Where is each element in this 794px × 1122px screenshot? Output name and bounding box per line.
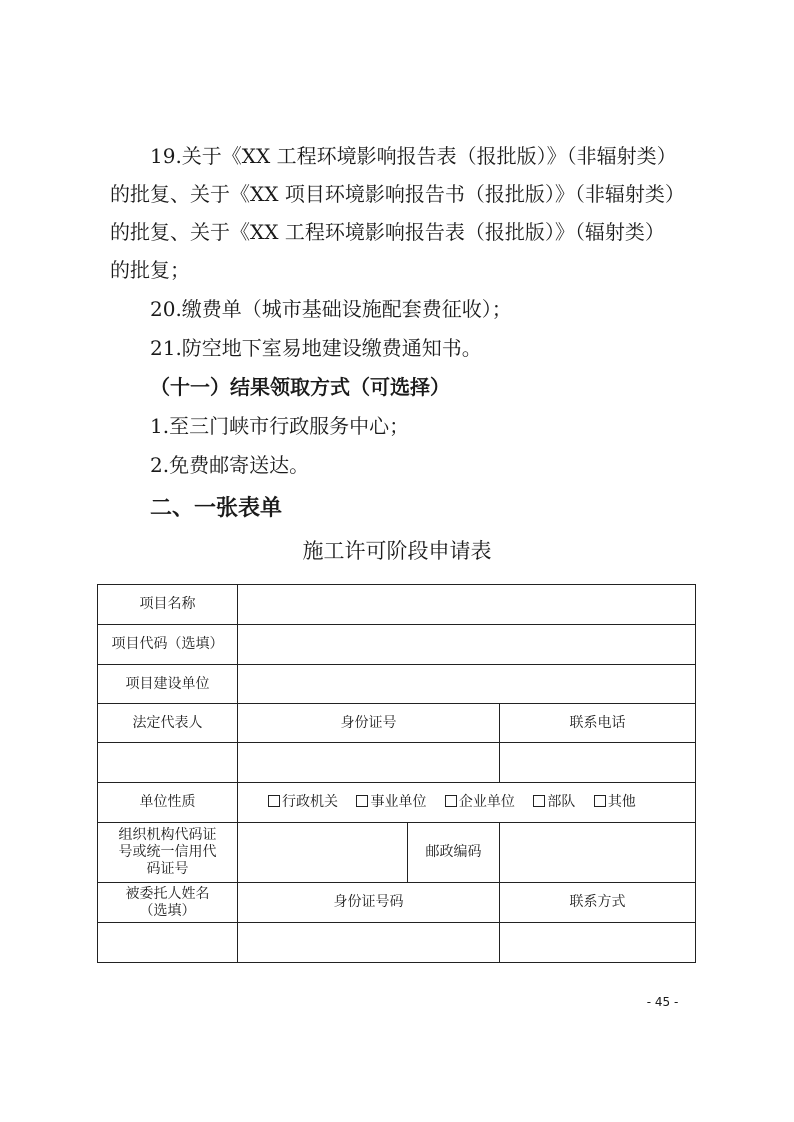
input-delegate[interactable]: [98, 923, 238, 963]
input-project-name[interactable]: [238, 585, 696, 625]
checkbox-option[interactable]: 企业单位: [445, 794, 515, 811]
input-contact-phone[interactable]: [500, 743, 696, 783]
label-project-name: 项目名称: [98, 585, 238, 625]
pickup-option: 2.免费邮寄送达。: [150, 453, 310, 477]
input-construction-unit[interactable]: [238, 665, 696, 704]
table-row: [98, 783, 696, 823]
label-id-number: 身份证号: [238, 704, 500, 743]
body-line: 的批复、关于《XX 项目环境影响报告书（报批版）》（非辐射类）: [110, 182, 685, 206]
checkbox-option[interactable]: 事业单位: [356, 794, 426, 811]
label-contact-method: 联系方式: [500, 883, 696, 923]
checkbox-option[interactable]: 行政机关: [268, 794, 338, 811]
pickup-option: 1.至三门峡市行政服务中心；: [150, 414, 410, 438]
table-row: [98, 923, 696, 963]
table-row: [98, 625, 696, 665]
section-heading: （十一）结果领取方式（可选择）: [150, 375, 450, 399]
table-row: [98, 665, 696, 704]
body-line: 的批复；: [110, 258, 190, 282]
label-contact-phone: 联系电话: [500, 704, 696, 743]
input-delegate-contact[interactable]: [500, 923, 696, 963]
label-project-code: 项目代码（选填）: [98, 625, 238, 665]
checkbox-option[interactable]: 其他: [594, 794, 636, 811]
application-form-table: [97, 584, 696, 963]
checkbox-option[interactable]: 部队: [533, 794, 575, 811]
label-construction-unit: 项目建设单位: [98, 665, 238, 704]
input-id-number[interactable]: [238, 743, 500, 783]
checkbox-icon[interactable]: [533, 795, 545, 807]
table-row: [98, 585, 696, 625]
label-id-number-full: 身份证号码: [238, 883, 500, 923]
body-line: 21.防空地下室易地建设缴费通知书。: [150, 336, 482, 360]
label-delegate: 被委托人姓名 （选填）: [98, 883, 238, 923]
input-org-code[interactable]: [238, 823, 408, 883]
checkbox-icon[interactable]: [445, 795, 457, 807]
checkbox-icon[interactable]: [356, 795, 368, 807]
label-org-code: 组织机构代码证 号或统一信用代 码证号: [98, 823, 238, 883]
table-row: [98, 704, 696, 743]
form-title: 施工许可阶段申请表: [302, 539, 492, 563]
page-number: - 45 -: [646, 995, 679, 1009]
checkbox-icon[interactable]: [268, 795, 280, 807]
label-unit-nature: 单位性质: [98, 783, 238, 823]
label-postal-code: 邮政编码: [408, 823, 500, 883]
input-delegate-id[interactable]: [238, 923, 500, 963]
body-line: 19.关于《XX 工程环境影响报告表（报批版）》（非辐射类）: [150, 144, 677, 168]
label-legal-rep: 法定代表人: [98, 704, 238, 743]
section-heading: 二、一张表单: [150, 496, 283, 521]
table-row: [98, 743, 696, 783]
input-legal-rep[interactable]: [98, 743, 238, 783]
body-line: 20.缴费单（城市基础设施配套费征收）；: [150, 297, 512, 321]
input-postal-code[interactable]: [500, 823, 696, 883]
table-row: [98, 883, 696, 923]
input-project-code[interactable]: [238, 625, 696, 665]
checkbox-icon[interactable]: [594, 795, 606, 807]
body-line: 的批复、关于《XX 工程环境影响报告表（报批版）》（辐射类）: [110, 220, 665, 244]
unit-nature-options: [238, 783, 696, 823]
table-row: [98, 823, 696, 883]
